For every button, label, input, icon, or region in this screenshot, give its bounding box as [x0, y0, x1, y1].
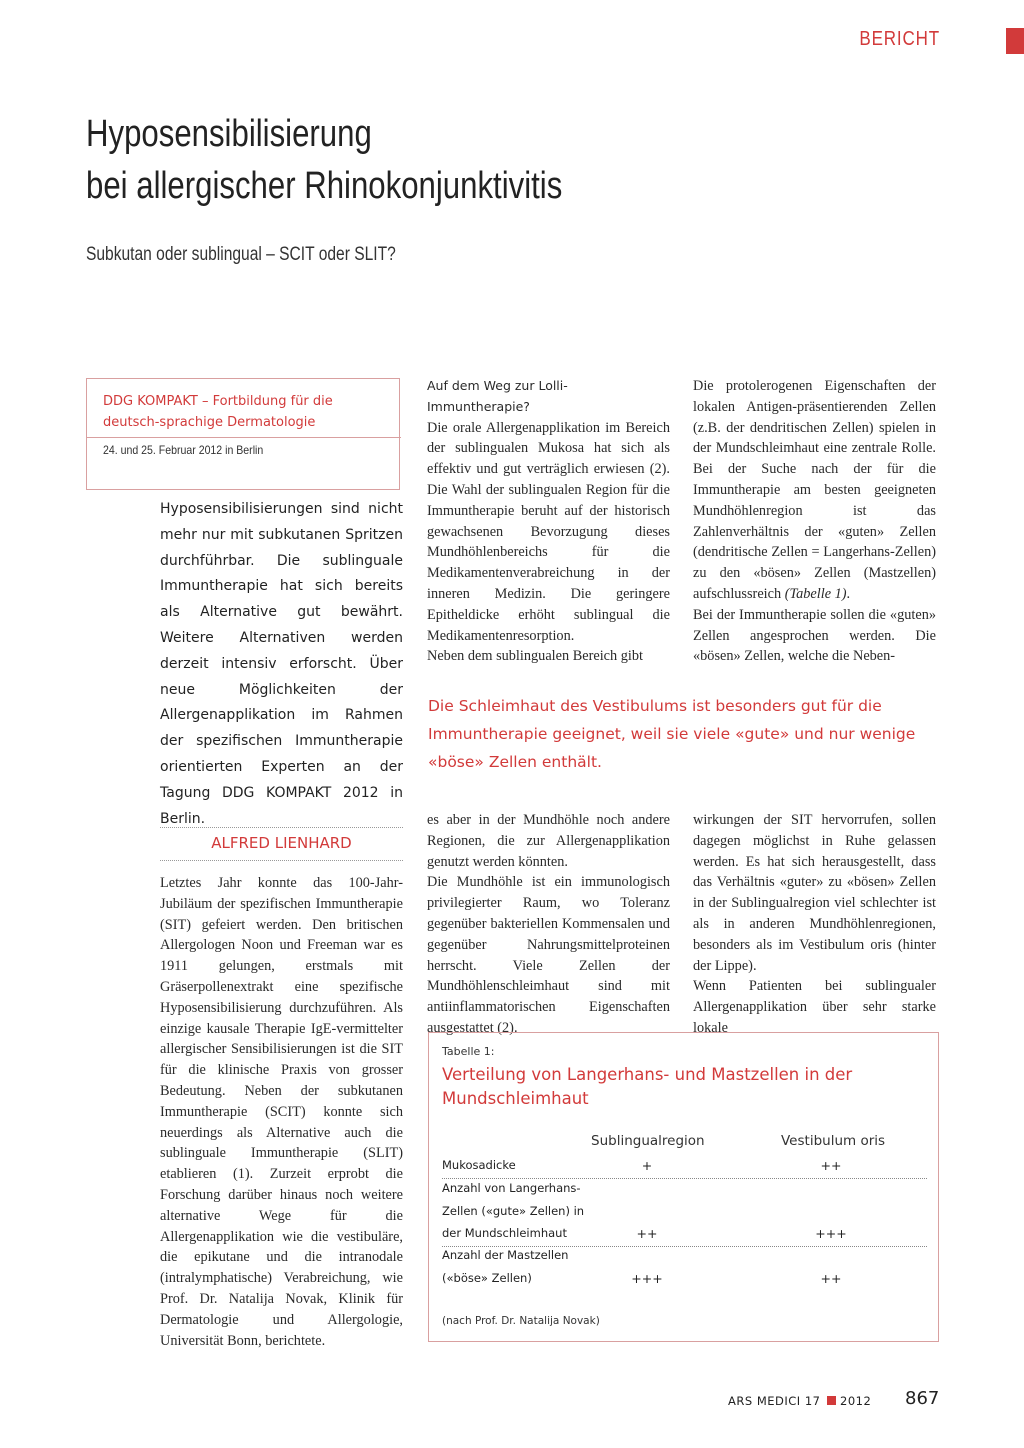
table-cell: ++: [820, 1271, 842, 1286]
event-date: 24. und 25. Februar 2012 in Berlin: [103, 443, 264, 457]
body-column-1: [160, 873, 403, 1351]
page-number: 867: [905, 1388, 940, 1409]
body-paragraph: Die orale Allergenapplikation im Bereich der sublingualen Mukosa hat sich als effektiv und gut verträglich erwiesen (2). Die Wahl der sublingualen Region für die Immuntherapie beruht auf der historisch gewachsenen Bevorzugung dieses Mundhöhlenbereichs für die Medikamentenverabreichung in der inneren Medizin. Die geringere Epitheldicke erhöht sublingual die Medikamentenresorption.: [427, 419, 670, 644]
divider: [160, 827, 403, 828]
table-row-label: [442, 1177, 584, 1245]
table-box: [428, 1032, 939, 1342]
table-row-label: [442, 1154, 516, 1177]
body-paragraph: Letztes Jahr konnte das 100-Jahr-Jubiläum der spezifischen Immuntherapie (SIT) gefeiert werden. Den britischen Allergologen Noon und Freeman war es 1911 gelungen, erstmals mit Gräserpollenextrakt eine spezifische Hyposensibilisierung durchzuführen. Als einzige kausale Therapie IgE-vermittelter allergischer Sensibilisierungen ist die SIT für die klinische Praxis von grosser Bedeutung. Neben der subkutanen Immuntherapie (SCIT) konnte sich neuerdings als Alternative auch die sublinguale Immuntherapie (SLIT) etablieren (1). Zurzeit erprobt die Forschung darüber hinaus noch weitere alternative Wege für die Allergenapplikation wie die vestibuläre, die epikutane und die intranodale (intralymphatische) Verabreichung, wie Prof. Dr. Natalija Novak, Klinik für Dermatologie und Allergologie, Universität Bonn, berichtete.: [160, 875, 403, 1349]
body-column-2-bottom: [427, 810, 670, 1039]
title-line-1: Hyposensibilisierung: [86, 113, 372, 155]
table-row-label: [442, 1244, 568, 1289]
table-reference: (Tabelle 1): [784, 585, 847, 602]
body-paragraph: Die protolerogenen Eigenschaften der lokalen Antigen-präsentierenden Zellen (z.B. der dendritischen Zellen) spielen in der Mundschleimhaut eine zentrale Rolle. Bei der Suche nach der für die Immuntherapie am besten geeigneten Mundhöhlenregion ist das Zahlenverhältnis der «guten» Zellen (dendritische Zellen = Langerhans-Zellen) zu den «bösen» Zellen (Mastzellen) aufschlussreich (Tabelle 1).: [693, 378, 936, 602]
author-name: ALFRED LIENHARD: [211, 834, 352, 852]
row-label-line: Anzahl von Langerhans-: [442, 1181, 581, 1195]
row-label-line: der Mundschleimhaut: [442, 1226, 567, 1240]
table-label: Tabelle 1:: [442, 1045, 495, 1058]
body-paragraph: es aber in der Mundhöhle noch andere Regionen, die zur Allergenapplikation genutzt werden könnten.: [427, 812, 670, 870]
body-text: Die protolerogenen Eigenschaften der lokalen Antigen-präsentierenden Zellen (z.B. der dendritischen Zellen) spielen in der Mundschleimhaut eine zentrale Rolle. Bei der Suche nach der für die Immuntherapie am besten geeigneten Mundhöhlenregion ist das Zahlenverhältnis der «guten» Zellen (dendritische Zellen = Langerhans-Zellen) zu den «bösen» Zellen (Mastzellen) aufschlussreich: [693, 378, 936, 602]
table-cell: +++: [815, 1226, 847, 1241]
row-label-line: («böse» Zellen): [442, 1270, 532, 1285]
event-title: DDG KOMPAKT – Fortbildung für die deutsch-sprachige Dermatologie: [103, 394, 333, 430]
footer-square-icon: [827, 1396, 836, 1405]
table-cell: +++: [631, 1271, 663, 1286]
body-column-3-bottom: [693, 810, 936, 1039]
event-info-box: [86, 378, 400, 490]
section-heading: Auf dem Weg zur Lolli-Immuntherapie?: [427, 378, 568, 414]
body-column-2-top: [427, 376, 670, 667]
table-title: Verteilung von Langerhans- und Mastzellen in der Mundschleimhaut: [442, 1065, 853, 1108]
divider: [160, 860, 403, 861]
section-marker: [1006, 28, 1024, 54]
column-header: Sublingualregion: [591, 1133, 705, 1149]
table-cell: ++: [636, 1226, 658, 1241]
body-paragraph: Die Mundhöhle ist ein immunologisch privilegierter Raum, wo Toleranz gegenüber bakteriellen Kommensalen und gegenüber Nahrungsmittelproteinen herrscht. Viele Zellen der Mundhöhlenschleimhaut sind mit antiinflammatorischen Eigenschaften ausgestattet (2).: [427, 874, 670, 1036]
body-paragraph: Wenn Patienten bei sublingualer Allergenapplikation über sehr starke lokale: [693, 978, 936, 1036]
divider: [87, 437, 401, 438]
journal-year: 2012: [840, 1394, 872, 1408]
table-cell: ++: [820, 1158, 842, 1173]
article-subtitle: Subkutan oder sublingual – SCIT oder SLIT?: [86, 244, 396, 265]
table-source: (nach Prof. Dr. Natalija Novak): [442, 1315, 600, 1327]
body-paragraph: wirkungen der SIT hervorrufen, sollen dagegen möglichst in Ruhe gelassen werden. Es hat sich herausgestellt, dass das Verhältnis «guter» zu «bösen» Zellen in der Sublingualregion viel schlechter ist als in anderen Mundhöhlenregionen, besonders als im Vestibulum oris (hinter der Lippe).: [693, 812, 936, 974]
table-cell: +: [641, 1158, 653, 1173]
title-line-2: bei allergischer Rhinokonjunktivitis: [86, 165, 563, 207]
section-label: BERICHT: [859, 28, 940, 50]
row-label-line: Mukosadicke: [442, 1158, 516, 1172]
article-title: [86, 108, 660, 212]
lead-paragraph: Hyposensibilisierungen sind nicht mehr nur mit subkutanen Spritzen durchführbar. Die sublinguale Immuntherapie hat sich bereits als Alternative gut bewährt. Weitere Alternativen werden derzeit intensiv erforscht. Über neue Möglichkeiten der Allergenapplikation im Rahmen der spezifischen Immuntherapie orientierten Experten an der Tagung DDG KOMPAKT 2012 in Berlin.: [160, 501, 403, 827]
journal-name: ARS MEDICI 17: [728, 1394, 821, 1408]
column-header: Vestibulum oris: [781, 1133, 886, 1149]
body-paragraph: Neben dem sublingualen Bereich gibt: [427, 648, 643, 665]
body-paragraph: Bei der Immuntherapie sollen die «guten» Zellen angesprochen werden. Die «bösen» Zellen, welche die Neben-: [693, 606, 936, 665]
row-label-line: Anzahl der Mastzellen: [442, 1248, 569, 1262]
pull-quote: Die Schleimhaut des Vestibulums ist besonders gut für die Immuntherapie geeignet, weil sie viele «gute» und nur wenige «böse» Zellen enthält.: [428, 697, 916, 771]
body-column-3-top: [693, 376, 936, 667]
row-label-line: Zellen («gute» Zellen) in: [442, 1203, 585, 1218]
